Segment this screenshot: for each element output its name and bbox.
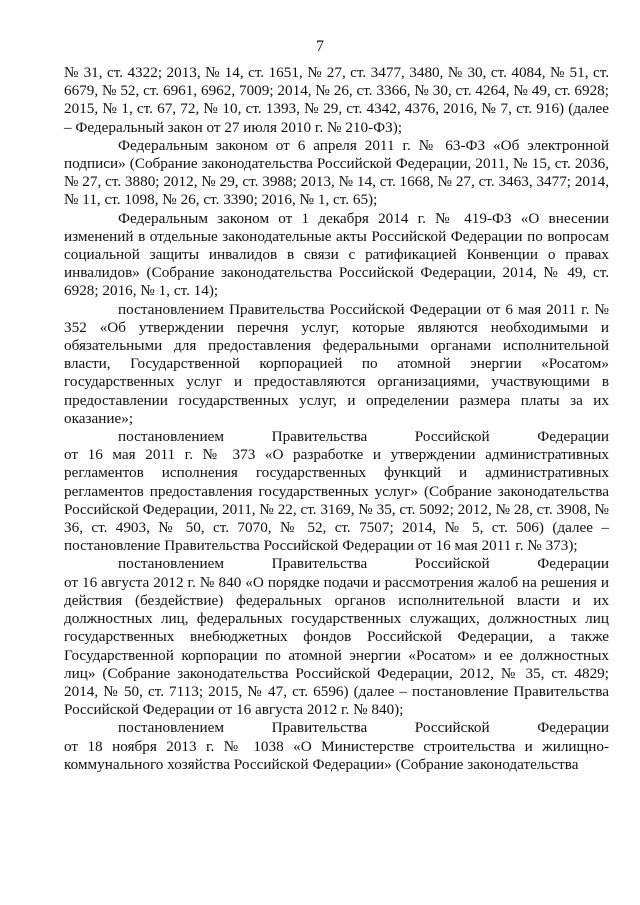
spaced-word: Российской	[414, 555, 490, 573]
spaced-heading-2	[118, 555, 609, 573]
spaced-word: постановлением	[118, 719, 225, 737]
paragraph-4: постановлением Правительства Российской Федерации от 6 мая 2011 г. № 352 «Об утверждении перечня услуг, которые являются необходимыми и обязательными для предоставления федеральными органами исполнительной власти, Государственной корпорацией по атомной энергии «Росатом» государственных услуг и предоставляются организациями, участвующими в предоставлении государственных услуг, и определении размера платы за их оказание»;	[64, 300, 609, 427]
paragraph-6: от 16 августа 2012 г. № 840 «О порядке подачи и рассмотрения жалоб на решения и действия (бездействие) федеральных органов исполнительной власти и их должностных лиц, федеральных государственных служащих, должностных лиц государственных внебюджетных фондов Российской Федерации, а также Государственной корпорации по атомной энергии «Росатом» и ее должностных лиц» (Собрание законодательства Российской Федерации, 2012, № 35, ст. 4829; 2014, № 50, ст. 7113; 2015, № 47, ст. 6596) (далее – постановление Правительства Российской Федерации от 16 августа 2012 г. № 840);	[64, 573, 609, 719]
spaced-word: Правительства	[271, 555, 368, 573]
spaced-word: Федерации	[537, 428, 609, 446]
spaced-heading-1	[118, 428, 609, 446]
spaced-word: Федерации	[537, 555, 609, 573]
spaced-word: Правительства	[271, 719, 368, 737]
paragraph-2: Федеральным законом от 6 апреля 2011 г. № 63-ФЗ «Об электронной подписи» (Собрание законодательства Российской Федерации, 2011, № 15, ст. 2036, № 27, ст. 3880; 2012, № 29, ст. 3988; 2013, № 14, ст. 1668, № 27, ст. 3463, 3477; 2014, № 11, ст. 1098, № 26, ст. 3390; 2016, № 1, ст. 65);	[64, 136, 609, 209]
page-number: 7	[316, 38, 324, 55]
spaced-word: постановлением	[118, 428, 225, 446]
spaced-word: Правительства	[271, 428, 368, 446]
spaced-word: Российской	[414, 719, 490, 737]
spaced-word: Федерации	[537, 719, 609, 737]
spaced-word: Российской	[414, 428, 490, 446]
spaced-word: постановлением	[118, 555, 225, 573]
spaced-heading-3	[118, 719, 609, 737]
paragraph-3: Федеральным законом от 1 декабря 2014 г. № 419-ФЗ «О внесении изменений в отдельные законодательные акты Российской Федерации по вопросам социальной защиты инвалидов в связи с ратификацией Конвенции о правах инвалидов» (Собрание законодательства Российской Федерации, 2014, № 49, ст. 6928; 2016, № 1, ст. 14);	[64, 209, 609, 300]
document-body	[64, 64, 609, 774]
paragraph-1: № 31, ст. 4322; 2013, № 14, ст. 1651, № 27, ст. 3477, 3480, № 30, ст. 4084, № 51, ст. 6679, № 52, ст. 6961, 6962, 7009; 2014, № 26, ст. 3366, № 30, ст. 4264, № 49, ст. 6928; 2015, № 1, ст. 67, 72, № 10, ст. 1393, № 29, ст. 4342, 4376, 2016, № 7, ст. 916) (далее – Федеральный закон от 27 июля 2010 г. № 210-ФЗ);	[64, 64, 609, 136]
paragraph-5: от 16 мая 2011 г. № 373 «О разработке и утверждении административных регламентов исполнения государственных функций и административных регламентов предоставления государственных услуг» (Собрание законодательства Российской Федерации, 2011, № 22, ст. 3169, № 35, ст. 5092; 2012, № 28, ст. 3908, № 36, ст. 4903, № 50, ст. 7070, № 52, ст. 7507; 2014, № 5, ст. 506) (далее – постановление Правительства Российской Федерации от 16 мая 2011 г. № 373);	[64, 446, 609, 555]
paragraph-7: от 18 ноября 2013 г. № 1038 «О Министерстве строительства и жилищно-коммунального хозяйства Российской Федерации» (Собрание законодательства	[64, 737, 609, 773]
